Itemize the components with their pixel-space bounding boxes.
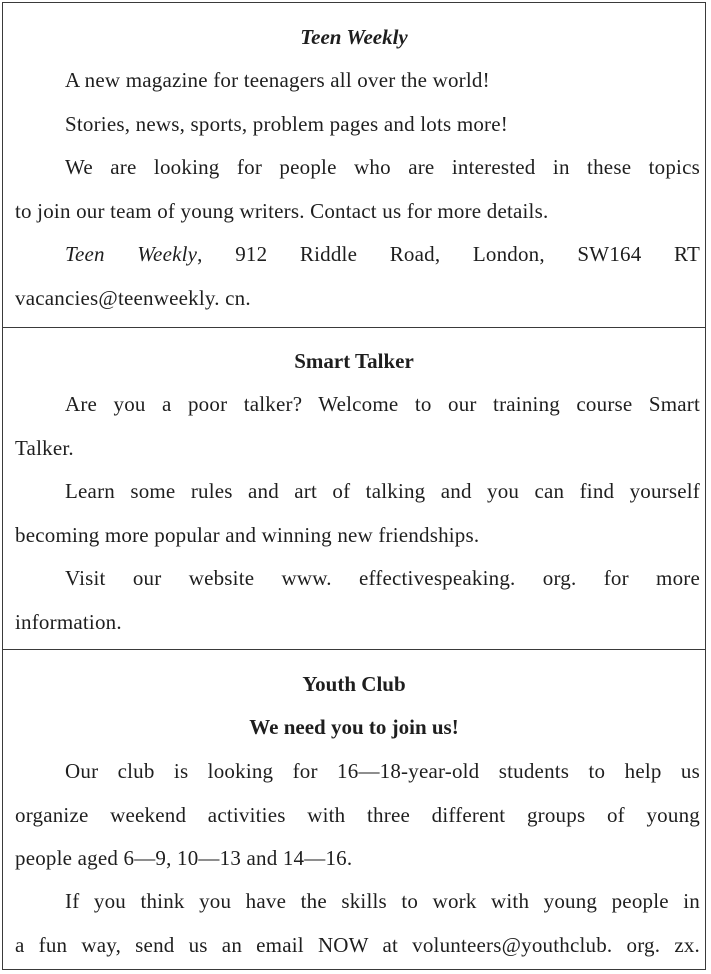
smart-talker-line-4: becoming more popular and winning new friendships. (15, 523, 480, 547)
youth-club-line-1: Our club is looking for 16—18-year-old students to help us (65, 759, 700, 783)
teen-weekly-address-rest: , 912 Riddle Road, London, SW164 RT (197, 242, 700, 266)
youth-club-subtitle: We need you to join us! (249, 715, 459, 739)
smart-talker-title: Smart Talker (294, 349, 414, 373)
youth-club-title: Youth Club (302, 672, 406, 696)
youth-club-line-5: a fun way, send us an email NOW at volunteers@youthclub. org. zx. (15, 933, 700, 957)
teen-weekly-section (3, 3, 705, 327)
smart-talker-line-6: information. (15, 610, 122, 634)
youth-club-line-2: organize weekend activities with three different groups of young (15, 803, 700, 827)
youth-club-line-4: If you think you have the skills to work with young people in (65, 889, 700, 913)
smart-talker-section (3, 327, 705, 649)
teen-weekly-line-1: A new magazine for teenagers all over the world! (65, 68, 490, 92)
teen-weekly-address (65, 241, 700, 267)
smart-talker-line-1: Are you a poor talker? Welcome to our training course Smart (65, 392, 700, 416)
teen-weekly-line-2: Stories, news, sports, problem pages and lots more! (65, 112, 508, 136)
teen-weekly-line-3: We are looking for people who are interested in these topics (65, 155, 700, 179)
teen-weekly-line-4: to join our team of young writers. Contact us for more details. (15, 199, 549, 223)
youth-club-section (3, 649, 705, 971)
teen-weekly-address-name: Teen Weekly (65, 242, 198, 266)
smart-talker-line-5: Visit our website www. effectivespeaking. org. for more (65, 566, 700, 590)
teen-weekly-title: Teen Weekly (300, 25, 408, 49)
youth-club-line-3: people aged 6—9, 10—13 and 14—16. (15, 846, 353, 870)
smart-talker-line-2: Talker. (15, 436, 74, 460)
teen-weekly-email: vacancies@teenweekly. cn. (15, 286, 251, 310)
smart-talker-line-3: Learn some rules and art of talking and you can find yourself (65, 479, 700, 503)
document-frame (2, 2, 706, 970)
